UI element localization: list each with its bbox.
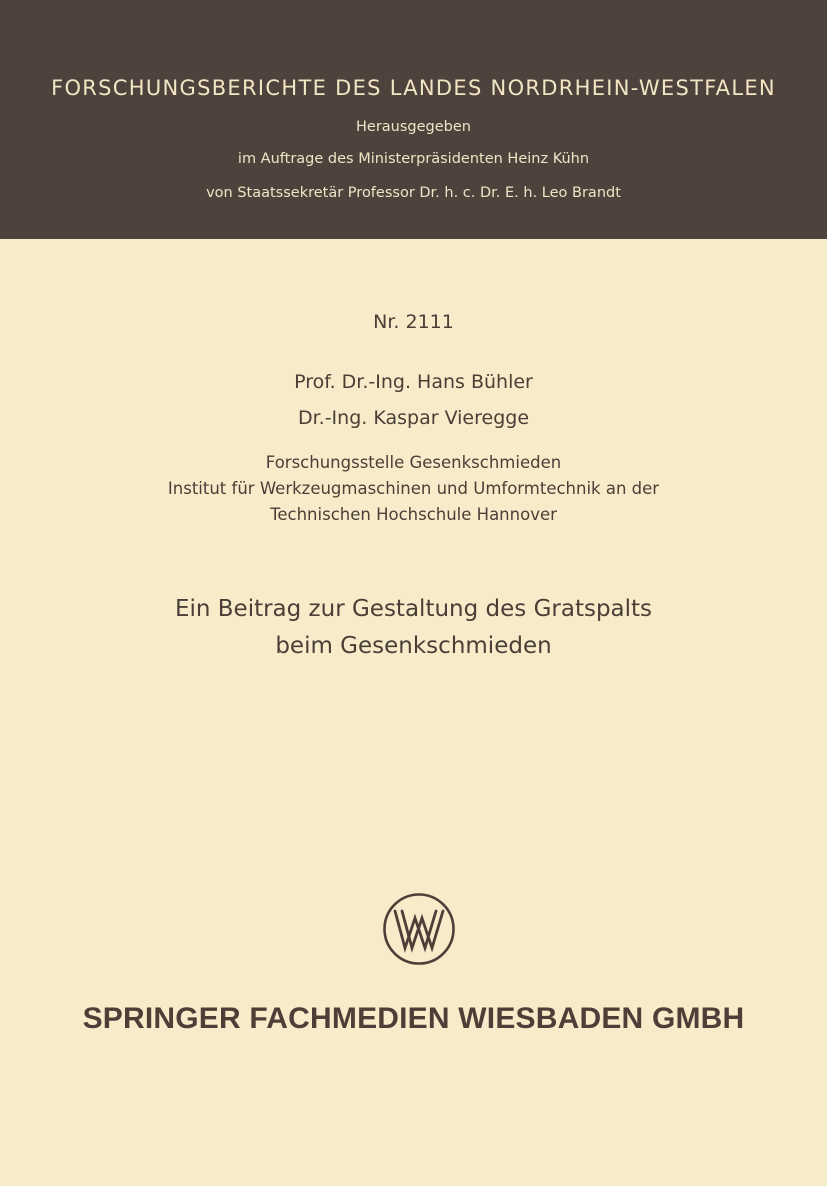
ww-circle-logo-icon (382, 892, 456, 966)
institution-line-2: Institut für Werkzeugmaschinen und Umformtechnik an der (167, 479, 660, 498)
header-band (0, 0, 827, 239)
publisher-name: SPRINGER FACHMEDIEN WIESBADEN GMBH (82, 1002, 745, 1035)
institution-line-3: Technischen Hochschule Hannover (270, 505, 557, 524)
institution-line-1: Forschungsstelle Gesenkschmieden (265, 453, 562, 472)
title-line-1: Ein Beitrag zur Gestaltung des Gratspalts (174, 596, 653, 622)
editor-line-3: von Staatssekretär Professor Dr. h. c. Dr. E. h. Leo Brandt (206, 185, 621, 201)
editor-line-2: im Auftrage des Ministerpräsidenten Heinz Kühn (237, 151, 590, 167)
author-2: Dr.-Ing. Kaspar Vieregge (297, 407, 530, 429)
series-title: FORSCHUNGSBERICHTE DES LANDES NORDRHEIN-WESTFALEN (51, 76, 776, 100)
editor-line-1: Herausgegeben (356, 119, 471, 135)
title-line-2: beim Gesenkschmieden (275, 633, 552, 659)
issue-number: Nr. 2111 (373, 311, 454, 333)
author-1: Prof. Dr.-Ing. Hans Bühler (294, 371, 533, 393)
